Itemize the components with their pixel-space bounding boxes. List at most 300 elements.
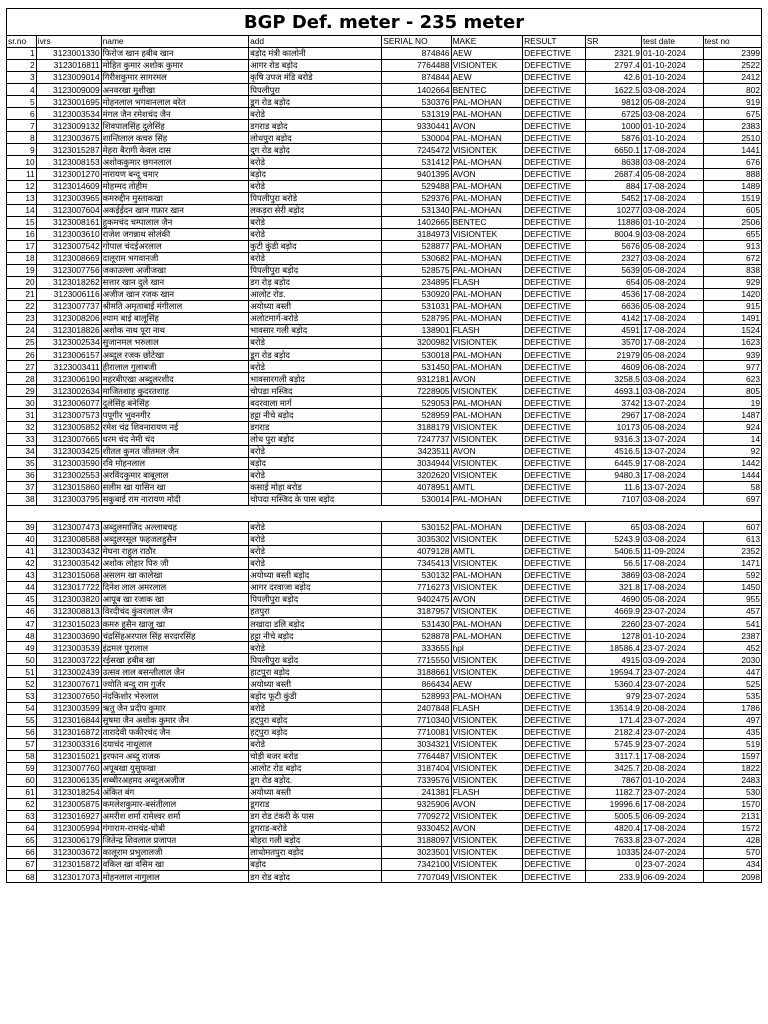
cell-name: सुषमा जैन अशोक कुमार जैन bbox=[101, 714, 248, 726]
cell-add: चोपडा मस्जिद bbox=[249, 385, 382, 397]
cell-test-no: 888 bbox=[703, 168, 761, 180]
cell-test-no: 570 bbox=[703, 847, 761, 859]
table-row bbox=[7, 108, 762, 120]
cell-result: DEFECTIVE bbox=[523, 606, 586, 618]
cell-name: कमलेशकुमार-बसंतीलाल bbox=[101, 798, 248, 810]
cell-make: BENTEC bbox=[451, 216, 523, 228]
cell-serial-no: 874846 bbox=[382, 48, 451, 60]
cell-srno: 24 bbox=[7, 325, 37, 337]
col-header-test-no: test no bbox=[703, 36, 761, 48]
cell-test-date: 03-08-2024 bbox=[641, 373, 703, 385]
cell-srno: 52 bbox=[7, 678, 37, 690]
cell-sr: 3425.7 bbox=[585, 762, 641, 774]
cell-result: DEFECTIVE bbox=[523, 445, 586, 457]
cell-test-no: 497 bbox=[703, 714, 761, 726]
table-row bbox=[7, 349, 762, 361]
cell-serial-no: 7339576 bbox=[382, 774, 451, 786]
cell-serial-no: 2407848 bbox=[382, 702, 451, 714]
cell-result: DEFECTIVE bbox=[523, 433, 586, 445]
cell-test-no: 1444 bbox=[703, 469, 761, 481]
cell-srno: 6 bbox=[7, 108, 37, 120]
cell-ivrs: 3123007671 bbox=[36, 678, 101, 690]
cell-add: बरोडे bbox=[249, 738, 382, 750]
cell-add: डूग रोड बड़ोद bbox=[249, 349, 382, 361]
cell-result: DEFECTIVE bbox=[523, 168, 586, 180]
cell-test-no: 434 bbox=[703, 859, 761, 871]
table-row bbox=[7, 690, 762, 702]
cell-name: मोहनलाल भगवानलाल बरेत bbox=[101, 96, 248, 108]
cell-test-no: 1471 bbox=[703, 557, 761, 569]
cell-make: VISIONTEK bbox=[451, 433, 523, 445]
cell-add: पिपलीपुरा bbox=[249, 84, 382, 96]
table-row bbox=[7, 606, 762, 618]
cell-test-no: 1450 bbox=[703, 582, 761, 594]
cell-make: PAL-MOHAN bbox=[451, 493, 523, 505]
table-row bbox=[7, 798, 762, 810]
cell-test-no: 592 bbox=[703, 570, 761, 582]
cell-name: अजीज खान रजक खान bbox=[101, 288, 248, 300]
cell-make: PAL-MOHAN bbox=[451, 156, 523, 168]
cell-sr: 2182.4 bbox=[585, 726, 641, 738]
cell-add: बरोडे bbox=[249, 533, 382, 545]
cell-make: VISIONTEK bbox=[451, 774, 523, 786]
cell-test-no: 2506 bbox=[703, 216, 761, 228]
cell-name: कमरुद्दीन मुस्ताकखा bbox=[101, 192, 248, 204]
cell-ivrs: 3123001330 bbox=[36, 48, 101, 60]
cell-sr: 3869 bbox=[585, 570, 641, 582]
cell-name: हीरालाल गुलाबजी bbox=[101, 361, 248, 373]
table-row bbox=[7, 192, 762, 204]
cell-serial-no: 241381 bbox=[382, 786, 451, 798]
cell-add: अयोध्या बस्ती bbox=[249, 678, 382, 690]
cell-sr: 4693.1 bbox=[585, 385, 641, 397]
cell-test-no: 955 bbox=[703, 594, 761, 606]
cell-test-no: 14 bbox=[703, 433, 761, 445]
cell-ivrs: 3123008206 bbox=[36, 313, 101, 325]
cell-test-date: 24-07-2024 bbox=[641, 847, 703, 859]
cell-result: DEFECTIVE bbox=[523, 204, 586, 216]
cell-test-date: 06-08-2024 bbox=[641, 361, 703, 373]
cell-make: VISIONTEK bbox=[451, 859, 523, 871]
cell-result: DEFECTIVE bbox=[523, 264, 586, 276]
cell-srno: 55 bbox=[7, 714, 37, 726]
cell-make: VISIONTEK bbox=[451, 385, 523, 397]
cell-ivrs: 3123003795 bbox=[36, 493, 101, 505]
cell-serial-no: 528795 bbox=[382, 313, 451, 325]
cell-test-date: 03-08-2024 bbox=[641, 385, 703, 397]
cell-name: पपूगीर भुवनगीर bbox=[101, 409, 248, 421]
cell-result: DEFECTIVE bbox=[523, 618, 586, 630]
cell-test-no: 2030 bbox=[703, 654, 761, 666]
cell-test-no: 939 bbox=[703, 349, 761, 361]
cell-ivrs: 3123006116 bbox=[36, 288, 101, 300]
cell-make: PAL-MOHAN bbox=[451, 288, 523, 300]
table-row bbox=[7, 180, 762, 192]
cell-serial-no: 7715550 bbox=[382, 654, 451, 666]
cell-result: DEFECTIVE bbox=[523, 301, 586, 313]
cell-ivrs: 3123009014 bbox=[36, 72, 101, 84]
cell-test-no: 530 bbox=[703, 786, 761, 798]
cell-name: हुकमचंद चम्पालाल जैन bbox=[101, 216, 248, 228]
cell-make: VISIONTEK bbox=[451, 469, 523, 481]
cell-test-no: 535 bbox=[703, 690, 761, 702]
cell-test-date: 01-10-2024 bbox=[641, 60, 703, 72]
cell-result: DEFECTIVE bbox=[523, 313, 586, 325]
meter-table bbox=[6, 35, 762, 883]
cell-serial-no: 333655 bbox=[382, 642, 451, 654]
cell-make: VISIONTEK bbox=[451, 762, 523, 774]
cell-result: DEFECTIVE bbox=[523, 630, 586, 642]
cell-ivrs: 3123002534 bbox=[36, 337, 101, 349]
cell-test-date: 17-08-2024 bbox=[641, 337, 703, 349]
col-header-add: add bbox=[249, 36, 382, 48]
cell-serial-no: 3023501 bbox=[382, 847, 451, 859]
cell-serial-no: 530920 bbox=[382, 288, 451, 300]
cell-test-date: 23-07-2024 bbox=[641, 835, 703, 847]
cell-srno: 53 bbox=[7, 690, 37, 702]
table-row bbox=[7, 847, 762, 859]
cell-srno: 49 bbox=[7, 642, 37, 654]
cell-serial-no: 3035302 bbox=[382, 533, 451, 545]
cell-ivrs: 3123003690 bbox=[36, 630, 101, 642]
cell-result: DEFECTIVE bbox=[523, 582, 586, 594]
cell-ivrs: 3123007473 bbox=[36, 521, 101, 533]
cell-ivrs: 3123007573 bbox=[36, 409, 101, 421]
table-row bbox=[7, 533, 762, 545]
cell-serial-no: 7716273 bbox=[382, 582, 451, 594]
cell-add: बरोडे bbox=[249, 252, 382, 264]
cell-add: अयोध्या बस्ती बड़ोद bbox=[249, 570, 382, 582]
cell-test-no: 1487 bbox=[703, 409, 761, 421]
cell-ivrs: 3123015021 bbox=[36, 750, 101, 762]
cell-sr: 9480.3 bbox=[585, 469, 641, 481]
cell-result: DEFECTIVE bbox=[523, 762, 586, 774]
cell-name: अब्दुलमाजिद अल्लाबचह bbox=[101, 521, 248, 533]
cell-ivrs: 3123016844 bbox=[36, 714, 101, 726]
cell-test-no: 913 bbox=[703, 240, 761, 252]
cell-result: DEFECTIVE bbox=[523, 457, 586, 469]
cell-name: उत्सव लाल बसन्तीलाल जैन bbox=[101, 666, 248, 678]
cell-name: अशोककुमार छगनलाल bbox=[101, 156, 248, 168]
cell-serial-no: 3187404 bbox=[382, 762, 451, 774]
cell-serial-no: 9330452 bbox=[382, 823, 451, 835]
cell-result: DEFECTIVE bbox=[523, 847, 586, 859]
cell-result: DEFECTIVE bbox=[523, 252, 586, 264]
cell-test-no: 447 bbox=[703, 666, 761, 678]
cell-test-no: 924 bbox=[703, 421, 761, 433]
cell-name: रईसखा हबीब खा bbox=[101, 654, 248, 666]
cell-add: बरोडे bbox=[249, 108, 382, 120]
cell-srno: 27 bbox=[7, 361, 37, 373]
cell-test-date: 01-10-2024 bbox=[641, 630, 703, 642]
table-row bbox=[7, 216, 762, 228]
blank-gap-row bbox=[7, 505, 762, 521]
cell-ivrs: 3123003316 bbox=[36, 738, 101, 750]
cell-make: PAL-MOHAN bbox=[451, 264, 523, 276]
cell-test-date: 23-07-2024 bbox=[641, 786, 703, 798]
cell-ivrs: 3123009132 bbox=[36, 120, 101, 132]
cell-test-date: 03-08-2024 bbox=[641, 204, 703, 216]
cell-sr: 0 bbox=[585, 859, 641, 871]
table-row bbox=[7, 168, 762, 180]
table-row bbox=[7, 823, 762, 835]
cell-name: गोपाल चंदईअरलाल bbox=[101, 240, 248, 252]
cell-srno: 9 bbox=[7, 144, 37, 156]
cell-test-no: 623 bbox=[703, 373, 761, 385]
cell-result: DEFECTIVE bbox=[523, 726, 586, 738]
cell-ivrs: 3123005852 bbox=[36, 421, 101, 433]
cell-make: VISIONTEK bbox=[451, 557, 523, 569]
cell-srno: 43 bbox=[7, 570, 37, 582]
cell-result: DEFECTIVE bbox=[523, 276, 586, 288]
cell-add: बरोडे bbox=[249, 469, 382, 481]
table-row bbox=[7, 120, 762, 132]
cell-name: मेहरा बैरागी केवल दास bbox=[101, 144, 248, 156]
cell-test-date: 23-07-2024 bbox=[641, 738, 703, 750]
cell-ivrs: 3123018262 bbox=[36, 276, 101, 288]
cell-test-date: 17-08-2024 bbox=[641, 469, 703, 481]
cell-srno: 20 bbox=[7, 276, 37, 288]
cell-name: सुजानमल भरुलाल bbox=[101, 337, 248, 349]
cell-serial-no: 529376 bbox=[382, 192, 451, 204]
cell-ivrs: 3123016811 bbox=[36, 60, 101, 72]
cell-serial-no: 3184973 bbox=[382, 228, 451, 240]
cell-srno: 47 bbox=[7, 618, 37, 630]
cell-srno: 14 bbox=[7, 204, 37, 216]
cell-name: अमरीश शर्मा रामेश्वर शर्मा bbox=[101, 810, 248, 822]
cell-add: हट्टा नीचे बड़ोद bbox=[249, 409, 382, 421]
cell-test-date: 17-08-2024 bbox=[641, 798, 703, 810]
cell-test-no: 2387 bbox=[703, 630, 761, 642]
cell-make: PAL-MOHAN bbox=[451, 521, 523, 533]
cell-make: VISIONTEK bbox=[451, 60, 523, 72]
cell-test-no: 435 bbox=[703, 726, 761, 738]
cell-test-no: 697 bbox=[703, 493, 761, 505]
cell-test-no: 1786 bbox=[703, 702, 761, 714]
cell-srno: 16 bbox=[7, 228, 37, 240]
cell-name: ऋतु जैन प्रदीप कुमार bbox=[101, 702, 248, 714]
cell-add: लोधपुरा बड़ोद bbox=[249, 132, 382, 144]
cell-serial-no: 7709272 bbox=[382, 810, 451, 822]
cell-srno: 30 bbox=[7, 397, 37, 409]
cell-add: बड़ोद bbox=[249, 457, 382, 469]
cell-sr: 5876 bbox=[585, 132, 641, 144]
cell-name: अनवरखा मुशीखा bbox=[101, 84, 248, 96]
spreadsheet-sheet bbox=[6, 8, 762, 883]
table-row bbox=[7, 276, 762, 288]
cell-test-no: 1570 bbox=[703, 798, 761, 810]
cell-test-date: 23-07-2024 bbox=[641, 690, 703, 702]
cell-srno: 18 bbox=[7, 252, 37, 264]
cell-name: राजेश जगन्नाथ सोलंकी bbox=[101, 228, 248, 240]
table-row bbox=[7, 60, 762, 72]
cell-make: VISIONTEK bbox=[451, 606, 523, 618]
cell-ivrs: 3123008669 bbox=[36, 252, 101, 264]
cell-add: बरोडे bbox=[249, 545, 382, 557]
cell-ivrs: 3123015068 bbox=[36, 570, 101, 582]
cell-sr: 5452 bbox=[585, 192, 641, 204]
cell-sr: 21979 bbox=[585, 349, 641, 361]
cell-add: बड़ोद bbox=[249, 168, 382, 180]
cell-name: अशोक लोहार पिरु जी bbox=[101, 557, 248, 569]
cell-test-date: 17-08-2024 bbox=[641, 192, 703, 204]
cell-make: AVON bbox=[451, 594, 523, 606]
cell-add: बरोडे bbox=[249, 216, 382, 228]
cell-srno: 51 bbox=[7, 666, 37, 678]
cell-name: चंद्रसिंहअरपाल सिंह सरदारसिंह bbox=[101, 630, 248, 642]
cell-test-date: 03-08-2024 bbox=[641, 108, 703, 120]
table-row bbox=[7, 252, 762, 264]
cell-make: PAL-MOHAN bbox=[451, 301, 523, 313]
cell-name: इंद्रमल पुरालाल bbox=[101, 642, 248, 654]
cell-add: हट्पुरा बड़ोद bbox=[249, 726, 382, 738]
cell-add: कुटी कुंडी बड़ोद bbox=[249, 240, 382, 252]
cell-sr: 18586.4 bbox=[585, 642, 641, 654]
cell-name: मोहित कुमार अशोक कुमार bbox=[101, 60, 248, 72]
cell-ivrs: 3123003722 bbox=[36, 654, 101, 666]
cell-sr: 4820.4 bbox=[585, 823, 641, 835]
cell-srno: 54 bbox=[7, 702, 37, 714]
cell-test-date: 03-08-2024 bbox=[641, 493, 703, 505]
cell-result: DEFECTIVE bbox=[523, 654, 586, 666]
table-row bbox=[7, 714, 762, 726]
cell-ivrs: 3123007756 bbox=[36, 264, 101, 276]
table-row bbox=[7, 666, 762, 678]
cell-name: गंगाराम-रामचंद्र-धोबी bbox=[101, 823, 248, 835]
cell-add: बरोडे bbox=[249, 361, 382, 373]
cell-test-no: 519 bbox=[703, 738, 761, 750]
table-row bbox=[7, 72, 762, 84]
cell-sr: 6636 bbox=[585, 301, 641, 313]
cell-srno: 67 bbox=[7, 859, 37, 871]
cell-srno: 44 bbox=[7, 582, 37, 594]
cell-srno: 17 bbox=[7, 240, 37, 252]
cell-serial-no: 3187957 bbox=[382, 606, 451, 618]
cell-test-date: 23-07-2024 bbox=[641, 666, 703, 678]
cell-test-date: 06-09-2024 bbox=[641, 871, 703, 883]
cell-ivrs: 3123002634 bbox=[36, 385, 101, 397]
cell-test-no: 2098 bbox=[703, 871, 761, 883]
cell-ivrs: 3123003542 bbox=[36, 557, 101, 569]
cell-serial-no: 7710340 bbox=[382, 714, 451, 726]
cell-result: DEFECTIVE bbox=[523, 823, 586, 835]
cell-srno: 46 bbox=[7, 606, 37, 618]
table-row bbox=[7, 228, 762, 240]
cell-add: अलोटमार्ग-बरोडे bbox=[249, 313, 382, 325]
table-row bbox=[7, 361, 762, 373]
cell-sr: 321.8 bbox=[585, 582, 641, 594]
cell-ivrs: 3123003672 bbox=[36, 847, 101, 859]
cell-add: आगर रोड बड़ोद bbox=[249, 60, 382, 72]
cell-serial-no: 530004 bbox=[382, 132, 451, 144]
cell-sr: 5676 bbox=[585, 240, 641, 252]
table-row bbox=[7, 373, 762, 385]
cell-result: DEFECTIVE bbox=[523, 521, 586, 533]
cell-ivrs: 3123003965 bbox=[36, 192, 101, 204]
cell-test-date: 17-08-2024 bbox=[641, 823, 703, 835]
cell-sr: 2797.4 bbox=[585, 60, 641, 72]
cell-test-no: 428 bbox=[703, 835, 761, 847]
cell-sr: 8638 bbox=[585, 156, 641, 168]
cell-make: PAL-MOHAN bbox=[451, 132, 523, 144]
cell-test-date: 05-08-2024 bbox=[641, 276, 703, 288]
section-gap bbox=[7, 505, 762, 521]
cell-serial-no: 7764487 bbox=[382, 750, 451, 762]
table-row bbox=[7, 421, 762, 433]
cell-sr: 5360.4 bbox=[585, 678, 641, 690]
cell-serial-no: 3034321 bbox=[382, 738, 451, 750]
cell-srno: 19 bbox=[7, 264, 37, 276]
cell-make: VISIONTEK bbox=[451, 847, 523, 859]
cell-ivrs: 3123016927 bbox=[36, 810, 101, 822]
cell-sr: 8004.9 bbox=[585, 228, 641, 240]
cell-serial-no: 7707049 bbox=[382, 871, 451, 883]
cell-test-date: 13-07-2024 bbox=[641, 433, 703, 445]
table-row bbox=[7, 48, 762, 60]
cell-name: जितेन्द्र शिवलाल प्रजापत bbox=[101, 835, 248, 847]
cell-test-date: 23-07-2024 bbox=[641, 642, 703, 654]
cell-srno: 31 bbox=[7, 409, 37, 421]
cell-test-date: 03-08-2024 bbox=[641, 156, 703, 168]
cell-ivrs: 3123005875 bbox=[36, 798, 101, 810]
cell-srno: 61 bbox=[7, 786, 37, 798]
cell-serial-no: 529488 bbox=[382, 180, 451, 192]
table-row bbox=[7, 786, 762, 798]
cell-ivrs: 3123003534 bbox=[36, 108, 101, 120]
table-row bbox=[7, 594, 762, 606]
cell-srno: 60 bbox=[7, 774, 37, 786]
table-row bbox=[7, 433, 762, 445]
cell-serial-no: 3188661 bbox=[382, 666, 451, 678]
cell-test-date: 17-08-2024 bbox=[641, 325, 703, 337]
cell-serial-no: 874844 bbox=[382, 72, 451, 84]
col-header-name: name bbox=[101, 36, 248, 48]
cell-result: DEFECTIVE bbox=[523, 108, 586, 120]
cell-make: PAL-MOHAN bbox=[451, 240, 523, 252]
table-row bbox=[7, 582, 762, 594]
cell-test-date: 17-08-2024 bbox=[641, 144, 703, 156]
cell-name: सकुबाई राम नारायण मोदी bbox=[101, 493, 248, 505]
cell-ivrs: 3123014609 bbox=[36, 180, 101, 192]
cell-serial-no: 530132 bbox=[382, 570, 451, 582]
cell-name: जकाउल्ला अजीजखा bbox=[101, 264, 248, 276]
cell-ivrs: 3123003610 bbox=[36, 228, 101, 240]
cell-test-date: 03-09-2024 bbox=[641, 654, 703, 666]
cell-add: आलोट रोड. bbox=[249, 288, 382, 300]
col-header-ivrs: ivrs bbox=[36, 36, 101, 48]
col-header-srno: sr.no bbox=[7, 36, 37, 48]
cell-srno: 4 bbox=[7, 84, 37, 96]
cell-test-date: 05-08-2024 bbox=[641, 301, 703, 313]
table-row bbox=[7, 204, 762, 216]
cell-add: डूगराड bbox=[249, 798, 382, 810]
cell-test-no: 2522 bbox=[703, 60, 761, 72]
cell-add: हट्टा नीचे बड़ोद bbox=[249, 630, 382, 642]
cell-make: VISIONTEK bbox=[451, 457, 523, 469]
cell-sr: 1182.7 bbox=[585, 786, 641, 798]
cell-srno: 42 bbox=[7, 557, 37, 569]
cell-ivrs: 3123017722 bbox=[36, 582, 101, 594]
cell-ivrs: 3123003599 bbox=[36, 702, 101, 714]
cell-sr: 4591 bbox=[585, 325, 641, 337]
cell-result: DEFECTIVE bbox=[523, 192, 586, 204]
cell-add: लकड़रा सेरी बड़ोद bbox=[249, 204, 382, 216]
cell-ivrs: 3123006157 bbox=[36, 349, 101, 361]
cell-test-no: 605 bbox=[703, 204, 761, 216]
cell-test-no: 1519 bbox=[703, 192, 761, 204]
cell-serial-no: 531031 bbox=[382, 301, 451, 313]
cell-ivrs: 3123003425 bbox=[36, 445, 101, 457]
